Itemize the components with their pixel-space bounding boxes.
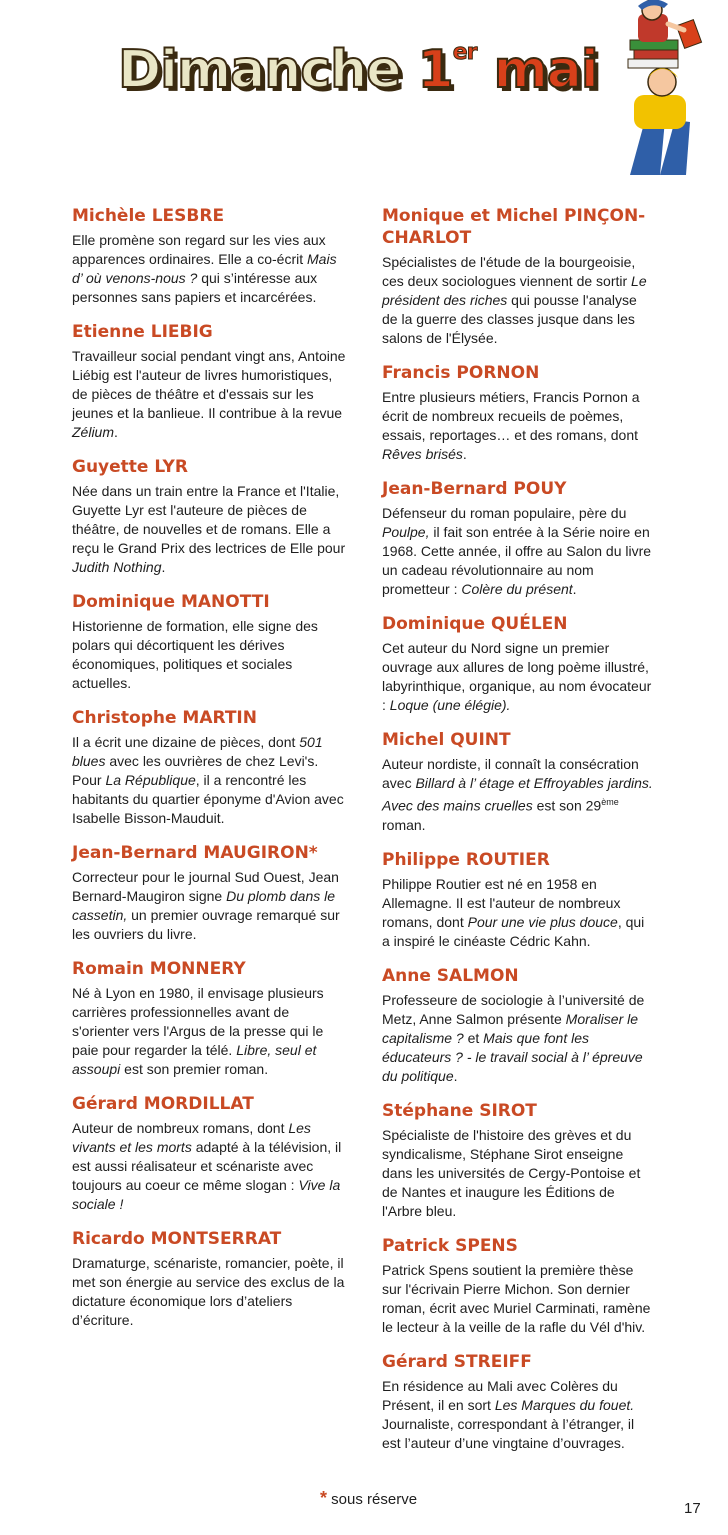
author-name: Michel QUINT — [382, 730, 511, 750]
book-title: Les Marques du fouet. — [494, 1396, 635, 1413]
author-entry — [72, 707, 347, 828]
book-title: Colère du présent — [461, 581, 573, 597]
author-description — [72, 347, 347, 442]
description-text: Spécialistes de l'étude de la bourgeoisie, ces deux sociologues viennent de sortir — [382, 254, 636, 289]
book-title: Loque (une élégie). — [389, 697, 511, 713]
author-entry — [382, 849, 654, 951]
description-text: Auteur nordiste, il connaît la consécration avec — [382, 756, 639, 791]
page-number: 17 — [684, 1500, 701, 1517]
footnote — [320, 1488, 417, 1509]
description-text: Travailleur social pendant vingt ans, Antoine Liébig est l'auteur de livres humoristiques, de pièces de théâtre et d'essais sur les jeunes et la banlieue. Il contribue à la revue — [72, 348, 346, 421]
description-text: Défenseur du roman populaire, père du — [382, 505, 627, 521]
description-text: est son premier roman. — [120, 1061, 269, 1077]
author-name: Christophe MARTIN — [72, 708, 257, 728]
description-text: Il a écrit une dizaine de pièces, dont — [72, 734, 300, 750]
description-text: Historienne de formation, elle signe des polars qui décortiquent les dérives économiques, politiques et sociales actuelles. — [72, 618, 318, 691]
title-month: mai — [493, 40, 598, 100]
description-text: Spécialiste de l'histoire des grèves et du syndicalisme, Stéphane Sirot enseigne dans les universités de Cergy-Pontoise et de Nantes et inaugure les Éditions de l'Arbre bleu. — [382, 1126, 641, 1219]
readers-illustration — [590, 0, 728, 180]
author-name: Michèle LESBRE — [72, 206, 225, 226]
author-entry — [382, 205, 654, 348]
author-description — [382, 504, 654, 599]
author-entry — [382, 729, 654, 835]
description-text: . — [161, 559, 166, 575]
book-title: Poulpe, — [382, 524, 430, 540]
author-name: Dominique QUÉLEN — [382, 614, 568, 634]
description-text: ème — [601, 797, 619, 807]
book-title: Judith Nothing — [72, 559, 162, 575]
book-title: Billard à l’ étage et Effroyables jardins. Avec des mains cruelles — [382, 775, 653, 814]
description-text: il fait son entrée à la Série noire en 1968. Cette année, il offre au Salon du livre un cadeau révolutionnaire au nom prometteur : — [382, 524, 652, 597]
page-header — [0, 0, 728, 180]
book-title: Libre, seul et assoupi — [72, 1042, 317, 1077]
description-text: est son 29 — [532, 797, 602, 814]
description-text: roman. — [382, 816, 426, 833]
author-entry — [72, 456, 347, 577]
title-day: Dimanche — [118, 40, 401, 100]
left-column — [72, 205, 347, 1344]
author-name: Anne SALMON — [382, 965, 519, 986]
author-entry — [382, 1235, 654, 1337]
author-description — [382, 1261, 654, 1337]
author-entry — [72, 205, 347, 307]
description-text: . — [462, 446, 467, 462]
author-name: Philippe ROUTIER — [382, 849, 550, 870]
author-name: Gérard MORDILLAT — [72, 1094, 254, 1114]
description-text: Né à Lyon en 1980, il envisage plusieurs carrières professionnelles avant de s'orienter vers l'Argus de la presse qui le paie pour regarder la télé. — [72, 985, 324, 1058]
author-description — [382, 388, 654, 464]
book-title: Vive la sociale ! — [72, 1177, 341, 1212]
description-text: Née dans un train entre la France et l'Italie, Guyette Lyr est l'auteure de pièces de théâtre, de nouvelles et de romans. Elle a reçu le Grand Prix des lectrices de Elle pour — [72, 483, 346, 556]
author-name: Jean-Bernard MAUGIRON* — [72, 843, 318, 863]
book-title: Du plomb dans le cassetin, — [72, 888, 336, 923]
description-text: . — [453, 1067, 458, 1084]
description-text: , qui a inspiré le cinéaste Cédric Kahn. — [382, 913, 645, 949]
description-text: Cet auteur du Nord signe un premier ouvrage aux allures de long poème illustré, labyrinthique, organique, au nom évocateur : — [382, 640, 652, 713]
author-description — [382, 875, 654, 951]
description-text: En résidence au Mali avec Colères du Présent, il en sort — [382, 1377, 618, 1413]
author-description — [72, 984, 347, 1079]
author-entry — [72, 1228, 347, 1330]
description-text: Correcteur pour le journal Sud Ouest, Jean Bernard-Maugiron signe — [72, 869, 339, 904]
description-text: un premier ouvrage remarqué sur les ouvriers du livre. — [72, 907, 340, 942]
author-name: Patrick SPENS — [382, 1235, 518, 1256]
book-title: Pour une vie plus douce — [467, 913, 618, 930]
author-description — [382, 755, 654, 835]
description-text: qui pousse l'analyse de la guerre des classes jusque dans les salons de l'Élysée. — [382, 292, 637, 346]
author-name: Guyette LYR — [72, 457, 188, 477]
author-description — [72, 1254, 347, 1330]
author-description — [382, 639, 654, 715]
author-name: Romain MONNERY — [72, 959, 246, 979]
book-title: Le président des riches — [382, 273, 647, 308]
author-description — [382, 1126, 654, 1221]
author-entry — [382, 1100, 654, 1221]
author-description — [382, 253, 654, 348]
author-description — [382, 1377, 654, 1453]
author-entry — [72, 842, 347, 944]
description-text: Entre plusieurs métiers, Francis Pornon a écrit de nombreux recueils de poèmes, essais, reportages… et des romans, dont — [382, 389, 640, 443]
description-text: . — [572, 581, 577, 597]
right-column — [382, 205, 654, 1467]
author-entry — [382, 362, 654, 464]
book-title: Rêves brisés — [382, 446, 463, 462]
description-text: , il a rencontré les habitants du quartier éponyme d'Avion avec Isabelle Bisson-Mauduit. — [72, 772, 344, 826]
book-title: Mais que font les éducateurs ? - le travail social à l’ épreuve du politique — [382, 1029, 643, 1084]
book-title: Mais d’ où venons-nous ? — [72, 251, 337, 286]
book-title: Les vivants et les morts — [72, 1120, 311, 1155]
footnote-text: sous réserve — [327, 1491, 418, 1508]
author-entry — [72, 1093, 347, 1214]
author-description — [72, 617, 347, 693]
title-ordinal-suffix: er — [452, 40, 477, 65]
description-text: qui s’intéresse aux personnes sans papiers et incarcérées. — [72, 270, 318, 305]
author-name: Etienne LIEBIG — [72, 322, 213, 342]
title-day-number: 1 — [417, 40, 453, 100]
author-name: Gérard STREIFF — [382, 1351, 532, 1372]
author-name: Jean-Bernard POUY — [382, 479, 567, 499]
author-entry — [382, 613, 654, 715]
book-title: Zélium — [72, 424, 115, 440]
book-title: La République — [105, 772, 196, 788]
author-entry — [382, 1351, 654, 1453]
author-entry — [382, 965, 654, 1086]
author-description — [72, 231, 347, 307]
footnote-asterisk: * — [320, 1488, 328, 1508]
author-description — [72, 1119, 347, 1214]
description-text: et — [463, 1029, 484, 1046]
author-name: Ricardo MONTSERRAT — [72, 1229, 282, 1249]
author-name: Monique et Michel PINÇON-CHARLOT — [382, 206, 646, 248]
book-title: 501 blues — [72, 734, 323, 769]
author-description — [72, 868, 347, 944]
author-description — [72, 482, 347, 577]
author-name: Dominique MANOTTI — [72, 592, 270, 612]
description-text: Elle promène son regard sur les vies aux apparences ordinaires. Elle a co-écrit — [72, 232, 326, 267]
author-description — [382, 991, 654, 1086]
description-text: . — [114, 424, 118, 440]
description-text: Journaliste, correspondant à l’étranger, il est l’auteur d’une vingtaine d’ouvrages. — [382, 1415, 635, 1451]
description-text: adapté à la télévision, il est aussi réalisateur et scénariste avec toujours au coeur ce même slogan : — [72, 1139, 342, 1193]
author-entry — [72, 591, 347, 693]
page-title — [118, 40, 598, 100]
author-entry — [382, 478, 654, 599]
description-text: Professeure de sociologie à l’université de Metz, Anne Salmon présente — [382, 991, 645, 1027]
author-entry — [72, 321, 347, 442]
description-text: Auteur de nombreux romans, dont — [72, 1120, 289, 1136]
author-name: Stéphane SIROT — [382, 1100, 537, 1121]
description-text: Dramaturge, scénariste, romancier, poète, il met son énergie au service des exclus de la dictature économique lors d’ateliers d’écriture. — [72, 1255, 345, 1328]
author-name: Francis PORNON — [382, 363, 540, 383]
author-description — [72, 733, 347, 828]
author-entry — [72, 958, 347, 1079]
book-title: Moraliser le capitalisme ? — [382, 1010, 639, 1046]
description-text: avec les ouvrières de chez Levi's. Pour — [72, 753, 319, 788]
description-text: Patrick Spens soutient la première thèse sur l'écrivain Pierre Michon. Son dernier roman, écrit avec Muriel Carminati, ramène le lecteur à la veille de la rafle du Vél d'hiv. — [382, 1261, 651, 1335]
description-text: Philippe Routier est né en 1958 en Allemagne. Il est l'auteur de nombreux romans, dont — [382, 875, 621, 930]
